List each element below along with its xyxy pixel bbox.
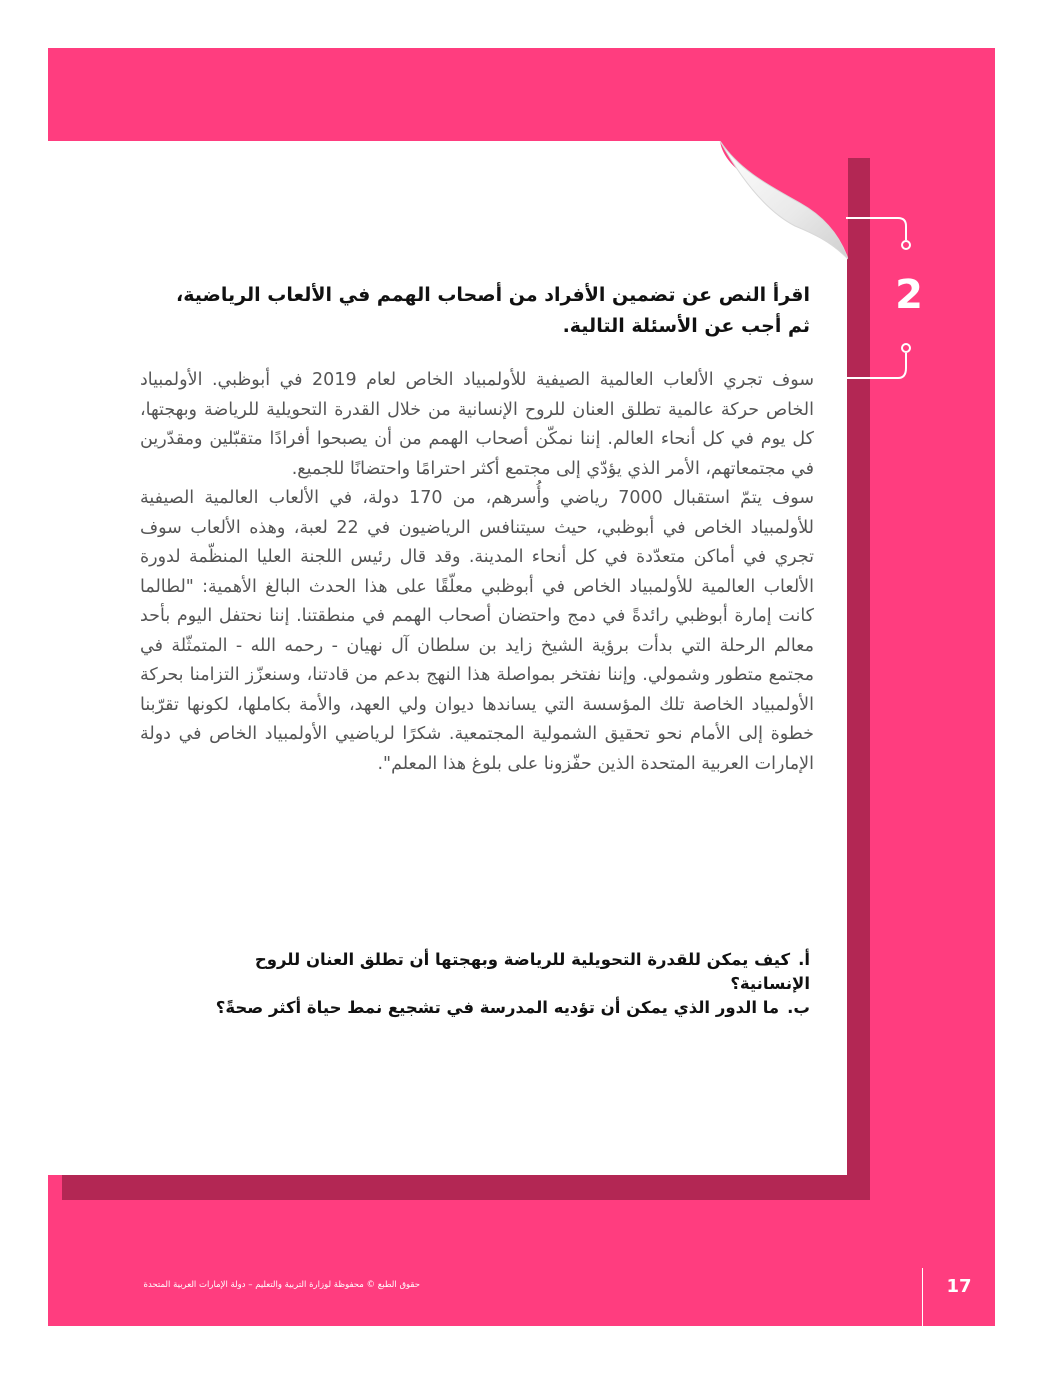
question-text: ما الدور الذي يمكن أن تؤديه المدرسة في تشجيع نمط حياة أكثر صحةً؟	[215, 998, 780, 1017]
page-curl-icon	[700, 141, 848, 261]
reading-passage	[140, 366, 814, 779]
page-number: 17	[946, 1276, 972, 1297]
question-letter: أ.	[798, 950, 810, 969]
questions-list	[170, 948, 810, 1020]
exercise-number: 2	[895, 272, 923, 318]
footer-divider	[922, 1268, 923, 1326]
footer-copyright: حقوق الطبع © محفوظة لوزارة التربية والتعليم – دولة الإمارات العربية المتحدة	[143, 1280, 420, 1290]
exercise-instruction: اقرأ النص عن تضمين الأفراد من أصحاب الهمم في الألعاب الرياضية، ثم أجب عن الأسئلة التالية.	[176, 284, 810, 337]
question-text: كيف يمكن للقدرة التحويلية للرياضة وبهجتها أن تطلق العنان للروح الإنسانية؟	[254, 950, 810, 993]
question-letter: ب.	[787, 998, 810, 1017]
question-item	[170, 948, 810, 996]
passage-paragraph-1: سوف تجري الألعاب العالمية الصيفية للأولمبياد الخاص لعام 2019 في أبوظبي. الأولمبياد الخاص حركة عالمية تطلق العنان للروح الإنسانية من خلال القدرة التحويلية للرياضة وبهجتها، كل يوم في كل أنحاء العالم. إننا نمكّن أصحاب الهمم من أن يصبحوا أفرادًا متقبّلين ومقدّرين في مجتمعاتهم، الأمر الذي يؤدّي إلى مجتمع أكثر احترامًا واحتضانًا للجميع.	[140, 370, 814, 479]
question-item	[170, 996, 810, 1020]
passage-paragraph-2: سوف يتمّ استقبال 7000 رياضي وأُسرهم، من 170 دولة، في الألعاب العالمية الصيفية للأولمبياد الخاص في أبوظبي، حيث سيتنافس الرياضيون في 22 لعبة، وهذه الألعاب سوف تجري في أماكن متعدّدة في كل أنحاء المدينة. وقد قال رئيس اللجنة العليا المنظّمة لدورة الألعاب العالمية للأولمبياد الخاص في أبوظبي معلّقًا على هذا الحدث البالغ الأهمية: "لطالما كانت إمارة أبوظبي رائدةً في دمج واحتضان أصحاب الهمم في منطقتنا. إننا نحتفل اليوم بأحد معالم الرحلة التي بدأت برؤية الشيخ زايد بن سلطان آل نهيان - رحمه الله - المتمثّلة في مجتمع متطور وشمولي. وإننا نفتخر بمواصلة هذا النهج بدعم من قادتنا، وسنعزّز التزامنا بحركة الأولمبياد الخاصة تلك المؤسسة التي يساندها ديوان ولي العهد، والأمة بكاملها، لكونها تقرّبنا خطوة إلى الأمام نحو تحقيق الشمولية المجتمعية. شكرًا لرياضيي الأولمبياد الخاص في دولة الإمارات العربية المتحدة الذين حفّزونا على بلوغ هذا المعلم".	[140, 488, 815, 774]
